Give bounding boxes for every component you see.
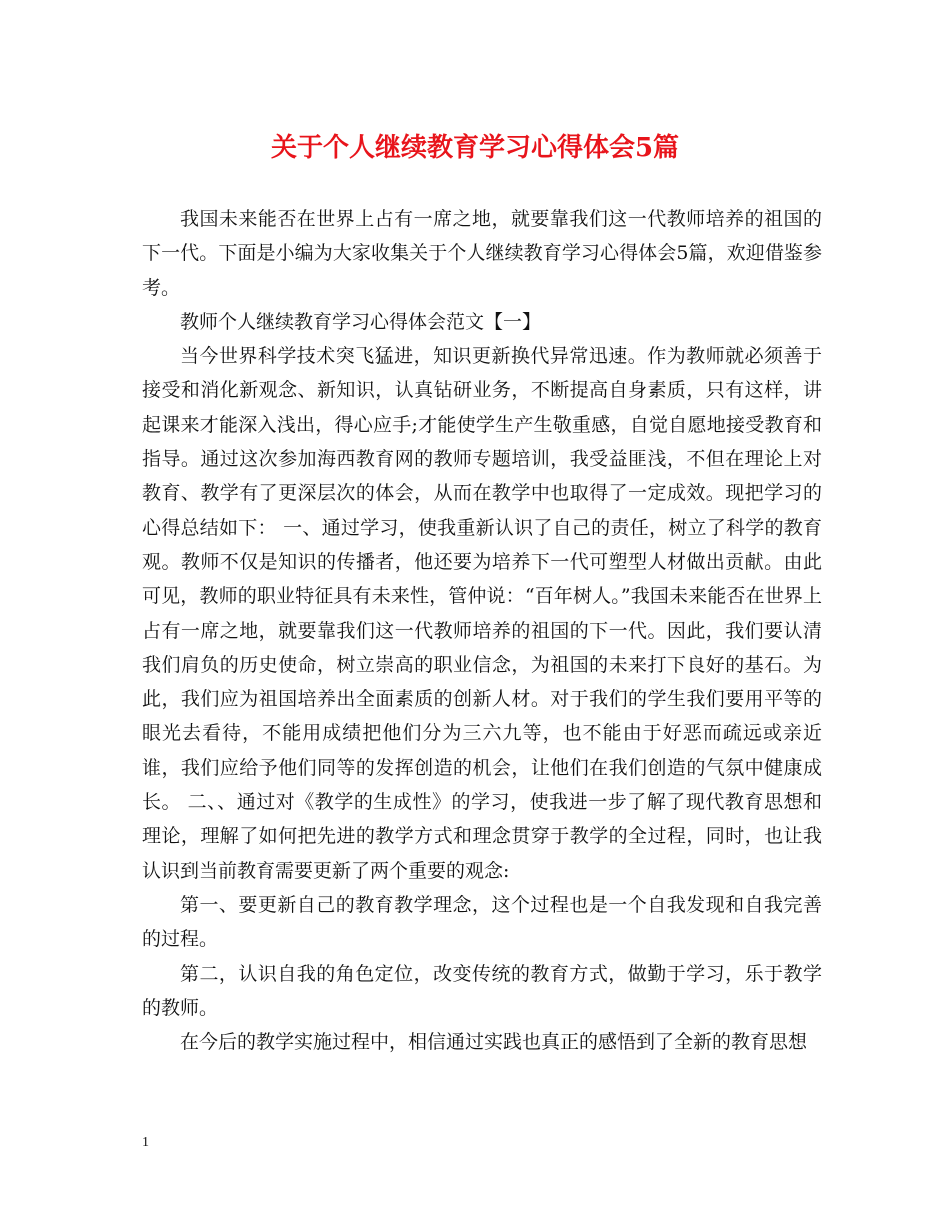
- paragraph-main: 当今世界科学技术突飞猛进，知识更新换代异常迅速。作为教师就必须善于接受和消化新观念、新知识，认真钻研业务，不断提高自身素质，只有这样，讲起课来才能深入浅出，得心应手;才能使学生产生敬重感，自觉自愿地接受教育和指导。通过这次参加海西教育网的教师专题培训，我受益匪浅，不但在理论上对教育、教学有了更深层次的体会，从而在教学中也取得了一定成效。现把学习的心得总结如下： 一、通过学习，使我重新认识了自己的责任，树立了科学的教育观。教师不仅是知识的传播者，他还要为培养下一代可塑型人材做出贡献。由此可见，教师的职业特征具有未来性，管仲说：“百年树人。”我国未来能否在世界上占有一席之地，就要靠我们这一代教师培养的祖国的下一代。因此，我们要认清我们肩负的历史使命，树立崇高的职业信念，为祖国的未来打下良好的基石。为此，我们应为祖国培养出全面素质的创新人材。对于我们的学生我们要用平等的眼光去看待，不能用成绩把他们分为三六九等，也不能由于好恶而疏远或亲近谁，我们应给予他们同等的发挥创造的机会，让他们在我们创造的气氛中健康成长。 二、、通过对《教学的生成性》的学习，使我进一步了解了现代教育思想和理论，理解了如何把先进的教学方式和理念贯穿于教学的全过程，同时，也让我认识到当前教育需要更新了两个重要的观念:: [142, 345, 822, 882]
- document-body: [142, 202, 822, 1059]
- document-title: 关于个人继续教育学习心得体会5篇: [270, 133, 680, 163]
- paragraph-closing: 在今后的教学实施过程中，相信通过实践也真正的感悟到了全新的教育思想: [180, 1031, 808, 1054]
- paragraph-intro: 我国未来能否在世界上占有一席之地，就要靠我们这一代教师培养的祖国的下一代。下面是小编为大家收集关于个人继续教育学习心得体会5篇，欢迎借鉴参考。: [142, 208, 822, 299]
- paragraph-section-heading: 教师个人继续教育学习心得体会范文【一】: [180, 310, 542, 333]
- paragraph-second-point: 第二，认识自我的角色定位，改变传统的教育方式，做勤于学习，乐于教学的教师。: [142, 962, 822, 1019]
- page-number: 1: [142, 1135, 149, 1150]
- paragraph-first-point: 第一、要更新自己的教育教学理念，这个过程也是一个自我发现和自我完善的过程。: [142, 893, 822, 951]
